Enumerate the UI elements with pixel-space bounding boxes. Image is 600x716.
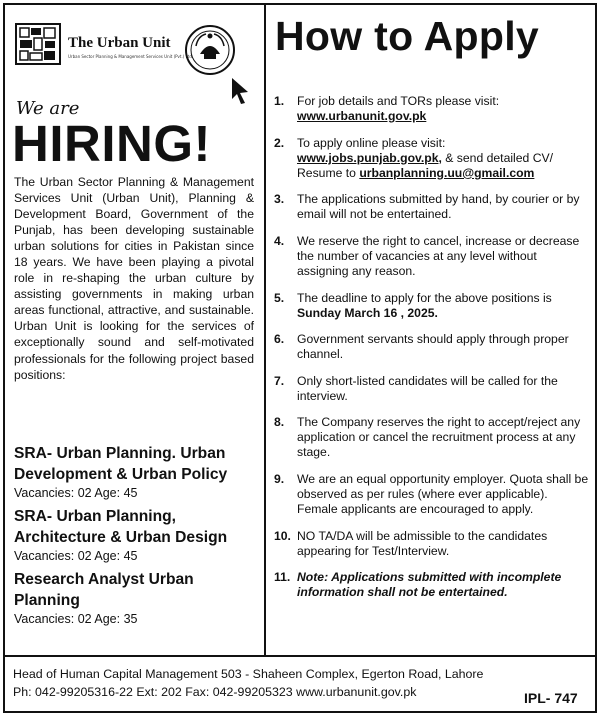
column-divider [264,3,266,655]
item-number: 6. [274,332,285,347]
item-number: 4. [274,233,285,248]
list-item [274,374,590,404]
list-item [274,415,590,460]
hiring-heading: HIRING! [12,115,211,172]
position-vacancies: Vacancies: 02 Age: 45 [14,549,138,563]
positions-list [14,443,260,632]
item-text: Only short-listed candidates will be called for the interview. [297,373,558,403]
item-text: Government servants should apply through proper channel. [297,332,569,362]
item-number: 1. [274,94,285,108]
item-number: 7. [274,373,285,388]
ad-code: IPL- 747 [524,690,578,706]
item-number: 3. [274,192,285,207]
item-number: 11. [274,570,291,585]
item-number: 8. [274,415,285,430]
we-are-text: We are [16,98,80,119]
list-item [274,234,590,279]
item-text: & send detailed CV/ Resume to [297,150,554,180]
urbanunit-link[interactable]: www.urbanunit.gov.pk [297,109,427,124]
email-link[interactable]: urbanplanning.uu@gmail.com [359,165,535,180]
note-text: Note: Applications submitted with incomplete information shall not be entertained. [297,570,562,600]
item-text: We reserve the right to cancel, increase or decrease the number of vacancies at any level without assigning any reason. [297,233,580,279]
position-item [14,569,260,628]
org-name: The Urban Unit [68,35,171,51]
position-item [14,443,260,502]
position-title: SRA- Urban Planning, Architecture & Urban Design [14,508,228,546]
deadline-date: Sunday March 16 , 2025. [297,305,438,320]
item-number: 10. [274,528,291,543]
item-number: 9. [274,471,285,486]
item-number: 2. [274,135,285,150]
list-item [274,472,590,517]
footer-phone: Ph: 042-99205316-22 Ext: 202 Fax: 042-99205323 www.urbanunit.gov.pk [13,685,417,699]
position-vacancies: Vacancies: 02 Age: 35 [14,612,138,626]
position-title: SRA- Urban Planning. Urban Development & Urban Policy [14,445,228,483]
jobs-punjab-link[interactable]: www.jobs.punjab.gov.pk, [297,150,442,165]
list-item [274,136,590,181]
position-title: Research Analyst Urban Planning [14,571,194,609]
item-text: The deadline to apply for the above positions is [297,290,552,305]
org-subtitle: Urban Sector Planning & Management Services Unit (Pvt.) Ltd. [68,54,194,59]
position-vacancies: Vacancies: 02 Age: 45 [14,486,138,500]
how-to-apply-title: How to Apply [275,13,539,59]
item-text: The Company reserves the right to accept/reject any application or cancel the recruitment process at any stage. [297,415,581,460]
apply-instructions-list [274,94,590,612]
item-text: NO TA/DA will be admissible to the candidates appearing for Test/Interview. [297,528,548,558]
item-text: To apply online please visit: [297,135,446,150]
list-item [274,291,590,321]
list-item [274,332,590,362]
list-item [274,192,590,222]
punjab-emblem-icon [184,24,236,76]
item-text: The applications submitted by hand, by courier or by email will not be entertained. [297,192,580,222]
footer-divider [3,655,597,657]
footer-address: Head of Human Capital Management 503 - Shaheen Complex, Egerton Road, Lahore [13,667,484,681]
list-item [274,570,590,600]
item-text: For job details and TORs please visit: [297,94,500,108]
intro-paragraph: The Urban Sector Planning & Management Services Unit (Urban Unit), Planning & Development Board, Government of the Punjab, has been developing sustainable urban solutions for cities in Pakistan since 18 years. We have been playing a pivotal role in re-shaping the urban culture by assisting governments in making urban areas functional, attractive, and sustainable. Urban Unit is looking for the services of exceptionally sound and self-motivated professionals for the following project based positions: [14,175,254,382]
item-text: We are an equal opportunity employer. Quota shall be observed as per rules (where ever applicable). Female applicants are encouraged to apply. [297,471,589,517]
urban-unit-logo-icon [14,22,62,66]
list-item [274,94,590,124]
arrow-pointer-icon [229,76,251,106]
footer-contact [13,665,593,701]
item-number: 5. [274,290,285,305]
list-item [274,529,590,559]
position-item [14,506,260,565]
